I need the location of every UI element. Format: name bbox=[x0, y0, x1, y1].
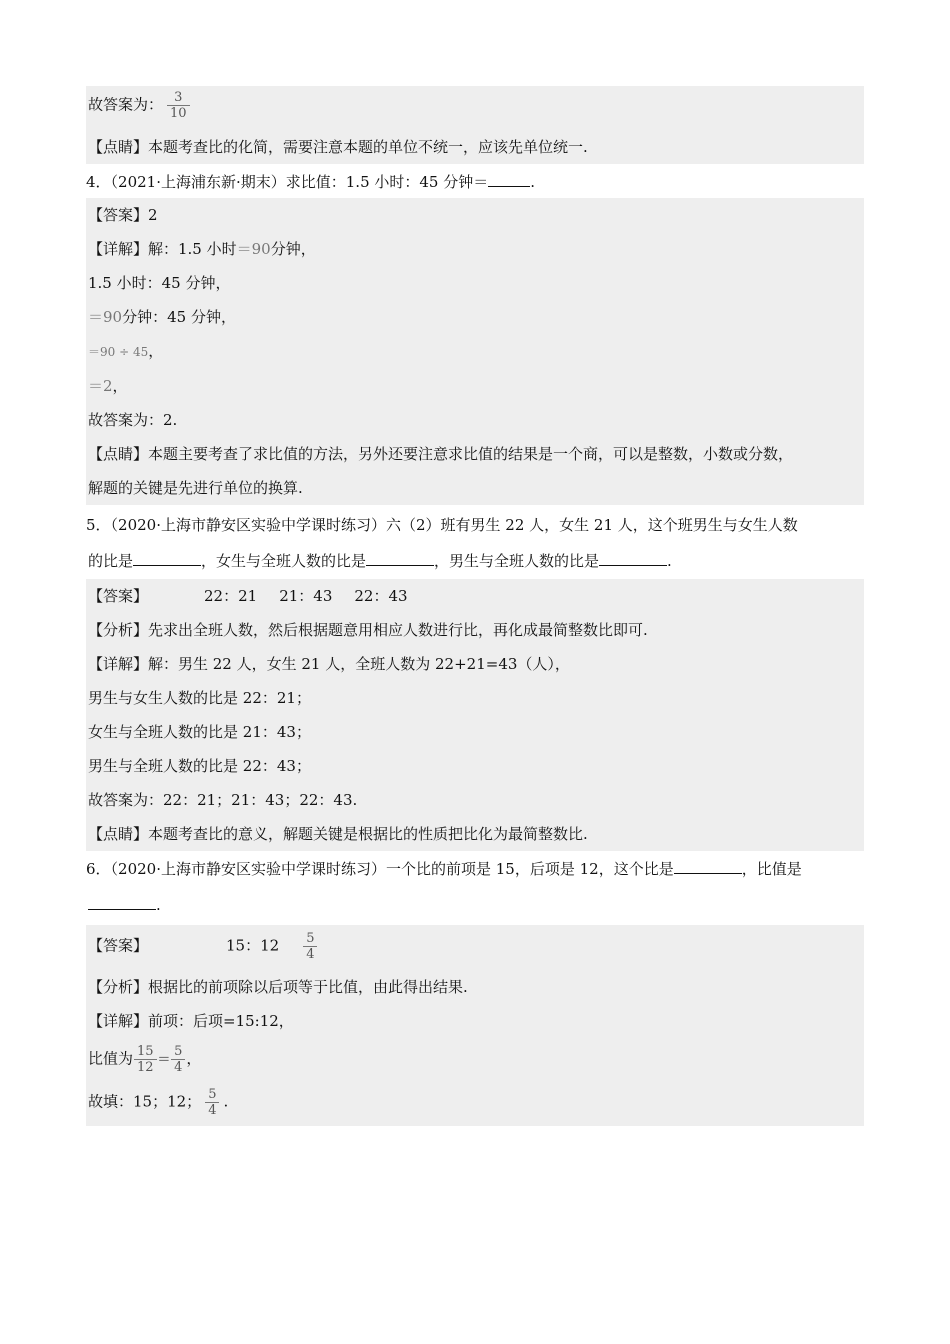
answer-blank bbox=[599, 551, 667, 566]
answer-blank bbox=[366, 551, 434, 566]
note-line: 【点睛】本题考查比的化简，需要注意本题的单位不统一，应该先单位统一. bbox=[88, 138, 588, 156]
analysis-line: 【分析】先求出全班人数，然后根据题意用相应人数进行比，再化成最简整数比即可. bbox=[88, 621, 648, 639]
answer-blank bbox=[133, 551, 201, 566]
answer-block-6 bbox=[86, 925, 864, 1126]
detail-line-4: ＝90 ÷ 45， bbox=[88, 342, 164, 360]
answer-line: 【答案】 15：12 $\frac{5}{4}$ bbox=[86, 925, 864, 970]
answer-block-5 bbox=[86, 579, 864, 851]
document-page bbox=[86, 86, 864, 1126]
question-6-line-2: . bbox=[86, 885, 864, 925]
detail-line-2: 比值为 $\frac{15}{12}$ = $\frac{5}{4}$ ， bbox=[88, 1044, 202, 1075]
answer-blank bbox=[88, 895, 156, 910]
fraction-5-4: $\frac{5}{4}$ bbox=[171, 1044, 185, 1075]
detail-line-4: 男生与全班人数的比是 22：43； bbox=[88, 757, 311, 775]
final-answer-label: 故答案为： bbox=[88, 95, 164, 114]
question-5-line-1: 5．（2020·上海市静安区实验中学课时练习）六（2）班有男生 22 人，女生 21 人，这个班男生与女生人数 bbox=[86, 516, 798, 534]
question-5-line-2: 的比是 ，女生与全班人数的比是 ，男生与全班人数的比是 . bbox=[88, 552, 672, 570]
detail-line-3: 女生与全班人数的比是 21：43； bbox=[88, 723, 311, 741]
detail-line-1: 【详解】前项：后项=15:12， bbox=[88, 1012, 294, 1030]
detail-line-3: ＝90分钟：45 分钟， bbox=[88, 308, 236, 326]
detail-line-6: 故答案为：2. bbox=[88, 411, 178, 429]
detail-line-1: 【详解】解：1.5 小时＝90分钟， bbox=[88, 240, 316, 258]
answer-blank bbox=[674, 859, 742, 874]
note-line-1: 【点睛】本题主要考查了求比值的方法，另外还要注意求比值的结果是一个商，可以是整数，小数或分数， bbox=[88, 445, 794, 463]
answer-line: 【答案】 22：21 21：43 22：43 bbox=[88, 587, 408, 605]
answer-ratio: 15：12 bbox=[226, 936, 280, 955]
answer-value-2: 21：43 bbox=[279, 587, 333, 605]
answer-line: 【答案】2 bbox=[88, 206, 158, 224]
detail-line-1: 【详解】解：男生 22 人，女生 21 人，全班人数为 22+21=43（人）， bbox=[88, 655, 570, 673]
answer-blank bbox=[488, 172, 530, 187]
answer-value-1: 22：21 bbox=[204, 587, 258, 605]
detail-line-2: 1.5 小时：45 分钟， bbox=[88, 274, 231, 292]
answer-value-3: 22：43 bbox=[354, 587, 408, 605]
question-6-line-1: 6．（2020·上海市静安区实验中学课时练习）一个比的前项是 15，后项是 12，这个比是 ，比值是 bbox=[86, 860, 802, 878]
detail-line-5: 故答案为：22：21；21：43；22：43. bbox=[88, 791, 358, 809]
analysis-line: 【分析】根据比的前项除以后项等于比值，由此得出结果. bbox=[88, 978, 468, 996]
fraction-5-4: $\frac{5}{4}$ bbox=[303, 931, 317, 962]
final-answer-line bbox=[86, 86, 864, 127]
detail-line-5: ＝2， bbox=[88, 377, 128, 395]
fraction-3-10: $\frac{3}{10}$ bbox=[167, 90, 190, 121]
note-line: 【点睛】本题考查比的意义，解题关键是根据比的性质把比化为最简整数比. bbox=[88, 825, 588, 843]
note-line-2: 解题的关键是先进行单位的换算. bbox=[88, 479, 303, 497]
fraction-5-4: $\frac{5}{4}$ bbox=[205, 1087, 219, 1118]
answer-block-4 bbox=[86, 198, 864, 505]
detail-line-2: 男生与女生人数的比是 22：21； bbox=[88, 689, 311, 707]
question-4: 4．（2021·上海浦东新·期末）求比值：1.5 小时：45 分钟＝ . bbox=[86, 173, 536, 191]
answer-block-3 bbox=[86, 86, 864, 164]
detail-line-3: 故填：15；12； $\frac{5}{4}$ . bbox=[88, 1087, 229, 1118]
fraction-15-12: $\frac{15}{12}$ bbox=[134, 1044, 157, 1075]
